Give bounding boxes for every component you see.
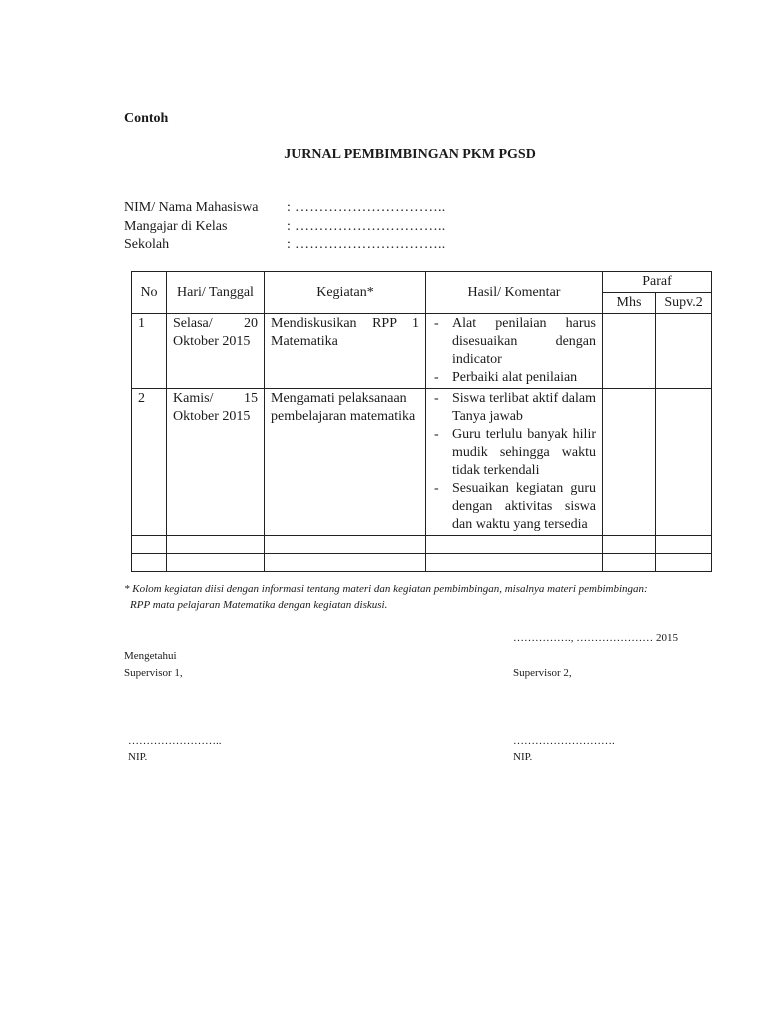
- row-date: [167, 389, 265, 536]
- field-nim: [124, 200, 524, 218]
- field-nim-label: NIM/ Nama Mahasiswa: [124, 200, 259, 215]
- table-row-empty: [132, 554, 712, 572]
- field-kelas-label: Mangajar di Kelas: [124, 219, 228, 234]
- header-no: No: [132, 272, 167, 314]
- supervisor2-label: Supervisor 2,: [513, 667, 572, 679]
- row-paraf-supv: [656, 314, 712, 389]
- result-item: - Perbaiki alat penilaian: [432, 369, 596, 387]
- row-results: [426, 389, 603, 536]
- header-paraf: Paraf: [603, 272, 712, 293]
- field-kelas: [124, 219, 524, 237]
- footnote-line1: * Kolom kegiatan diisi dengan informasi tentang materi dan kegiatan pembimbingan, misalnya materi pembimbingan:: [124, 583, 648, 595]
- nip1-label: NIP.: [128, 751, 148, 763]
- row-paraf-supv: [656, 389, 712, 536]
- row-day: Kamis/: [173, 391, 214, 406]
- result-item: - Sesuaikan kegiatan guru dengan aktivitas siswa dan waktu yang tersedia: [432, 480, 596, 534]
- field-sekolah-value: : …………………………..: [287, 237, 446, 252]
- row-activity: Mengamati pelaksanaan pembelajaran matematika: [265, 389, 426, 536]
- signature-line-2: ……………………….: [513, 735, 615, 747]
- header-result: Hasil/ Komentar: [426, 272, 603, 314]
- result-item: - Guru terlulu banyak hilir mudik sehingga waktu tidak terkendali: [432, 426, 596, 480]
- row-no: 2: [132, 389, 167, 536]
- row-date: [167, 314, 265, 389]
- row-paraf-mhs: [603, 314, 656, 389]
- nip2-label: NIP.: [513, 751, 533, 763]
- table-row: [132, 389, 712, 536]
- supervisor1-label: Supervisor 1,: [124, 667, 183, 679]
- header-mhs: Mhs: [603, 293, 656, 314]
- row-daynum: 20: [244, 316, 258, 331]
- result-item: - Alat penilaian harus disesuaikan dengan indicator: [432, 315, 596, 369]
- field-nim-value: : …………………………..: [287, 200, 446, 215]
- field-kelas-value: : …………………………..: [287, 219, 446, 234]
- row-paraf-mhs: [603, 389, 656, 536]
- signature-line-1: ……………………..: [128, 735, 222, 747]
- row-monthyear: Oktober 2015: [173, 334, 251, 349]
- journal-table: [131, 271, 712, 572]
- field-sekolah-label: Sekolah: [124, 237, 170, 252]
- table-row-empty: [132, 536, 712, 554]
- row-no: 1: [132, 314, 167, 389]
- signature-date: ……………., ………………… 2015: [513, 632, 678, 644]
- row-monthyear: Oktober 2015: [173, 409, 251, 424]
- row-day: Selasa/: [173, 316, 213, 331]
- result-item: - Siswa terlibat aktif dalam Tanya jawab: [432, 390, 596, 426]
- row-results: [426, 314, 603, 389]
- row-daynum: 15: [244, 391, 258, 406]
- row-activity: Mendiskusikan RPP 1 Matematika: [265, 314, 426, 389]
- table-row: [132, 314, 712, 389]
- mengetahui-label: Mengetahui: [124, 650, 177, 662]
- field-sekolah: [124, 237, 524, 255]
- header-activity: Kegiatan*: [265, 272, 426, 314]
- footnote-line2: RPP mata pelajaran Matematika dengan kegiatan diskusi.: [130, 599, 388, 611]
- doc-label: Contoh: [124, 111, 169, 126]
- header-supv: Supv.2: [656, 293, 712, 314]
- doc-title: JURNAL PEMBIMBINGAN PKM PGSD: [284, 147, 536, 162]
- header-date: Hari/ Tanggal: [167, 272, 265, 314]
